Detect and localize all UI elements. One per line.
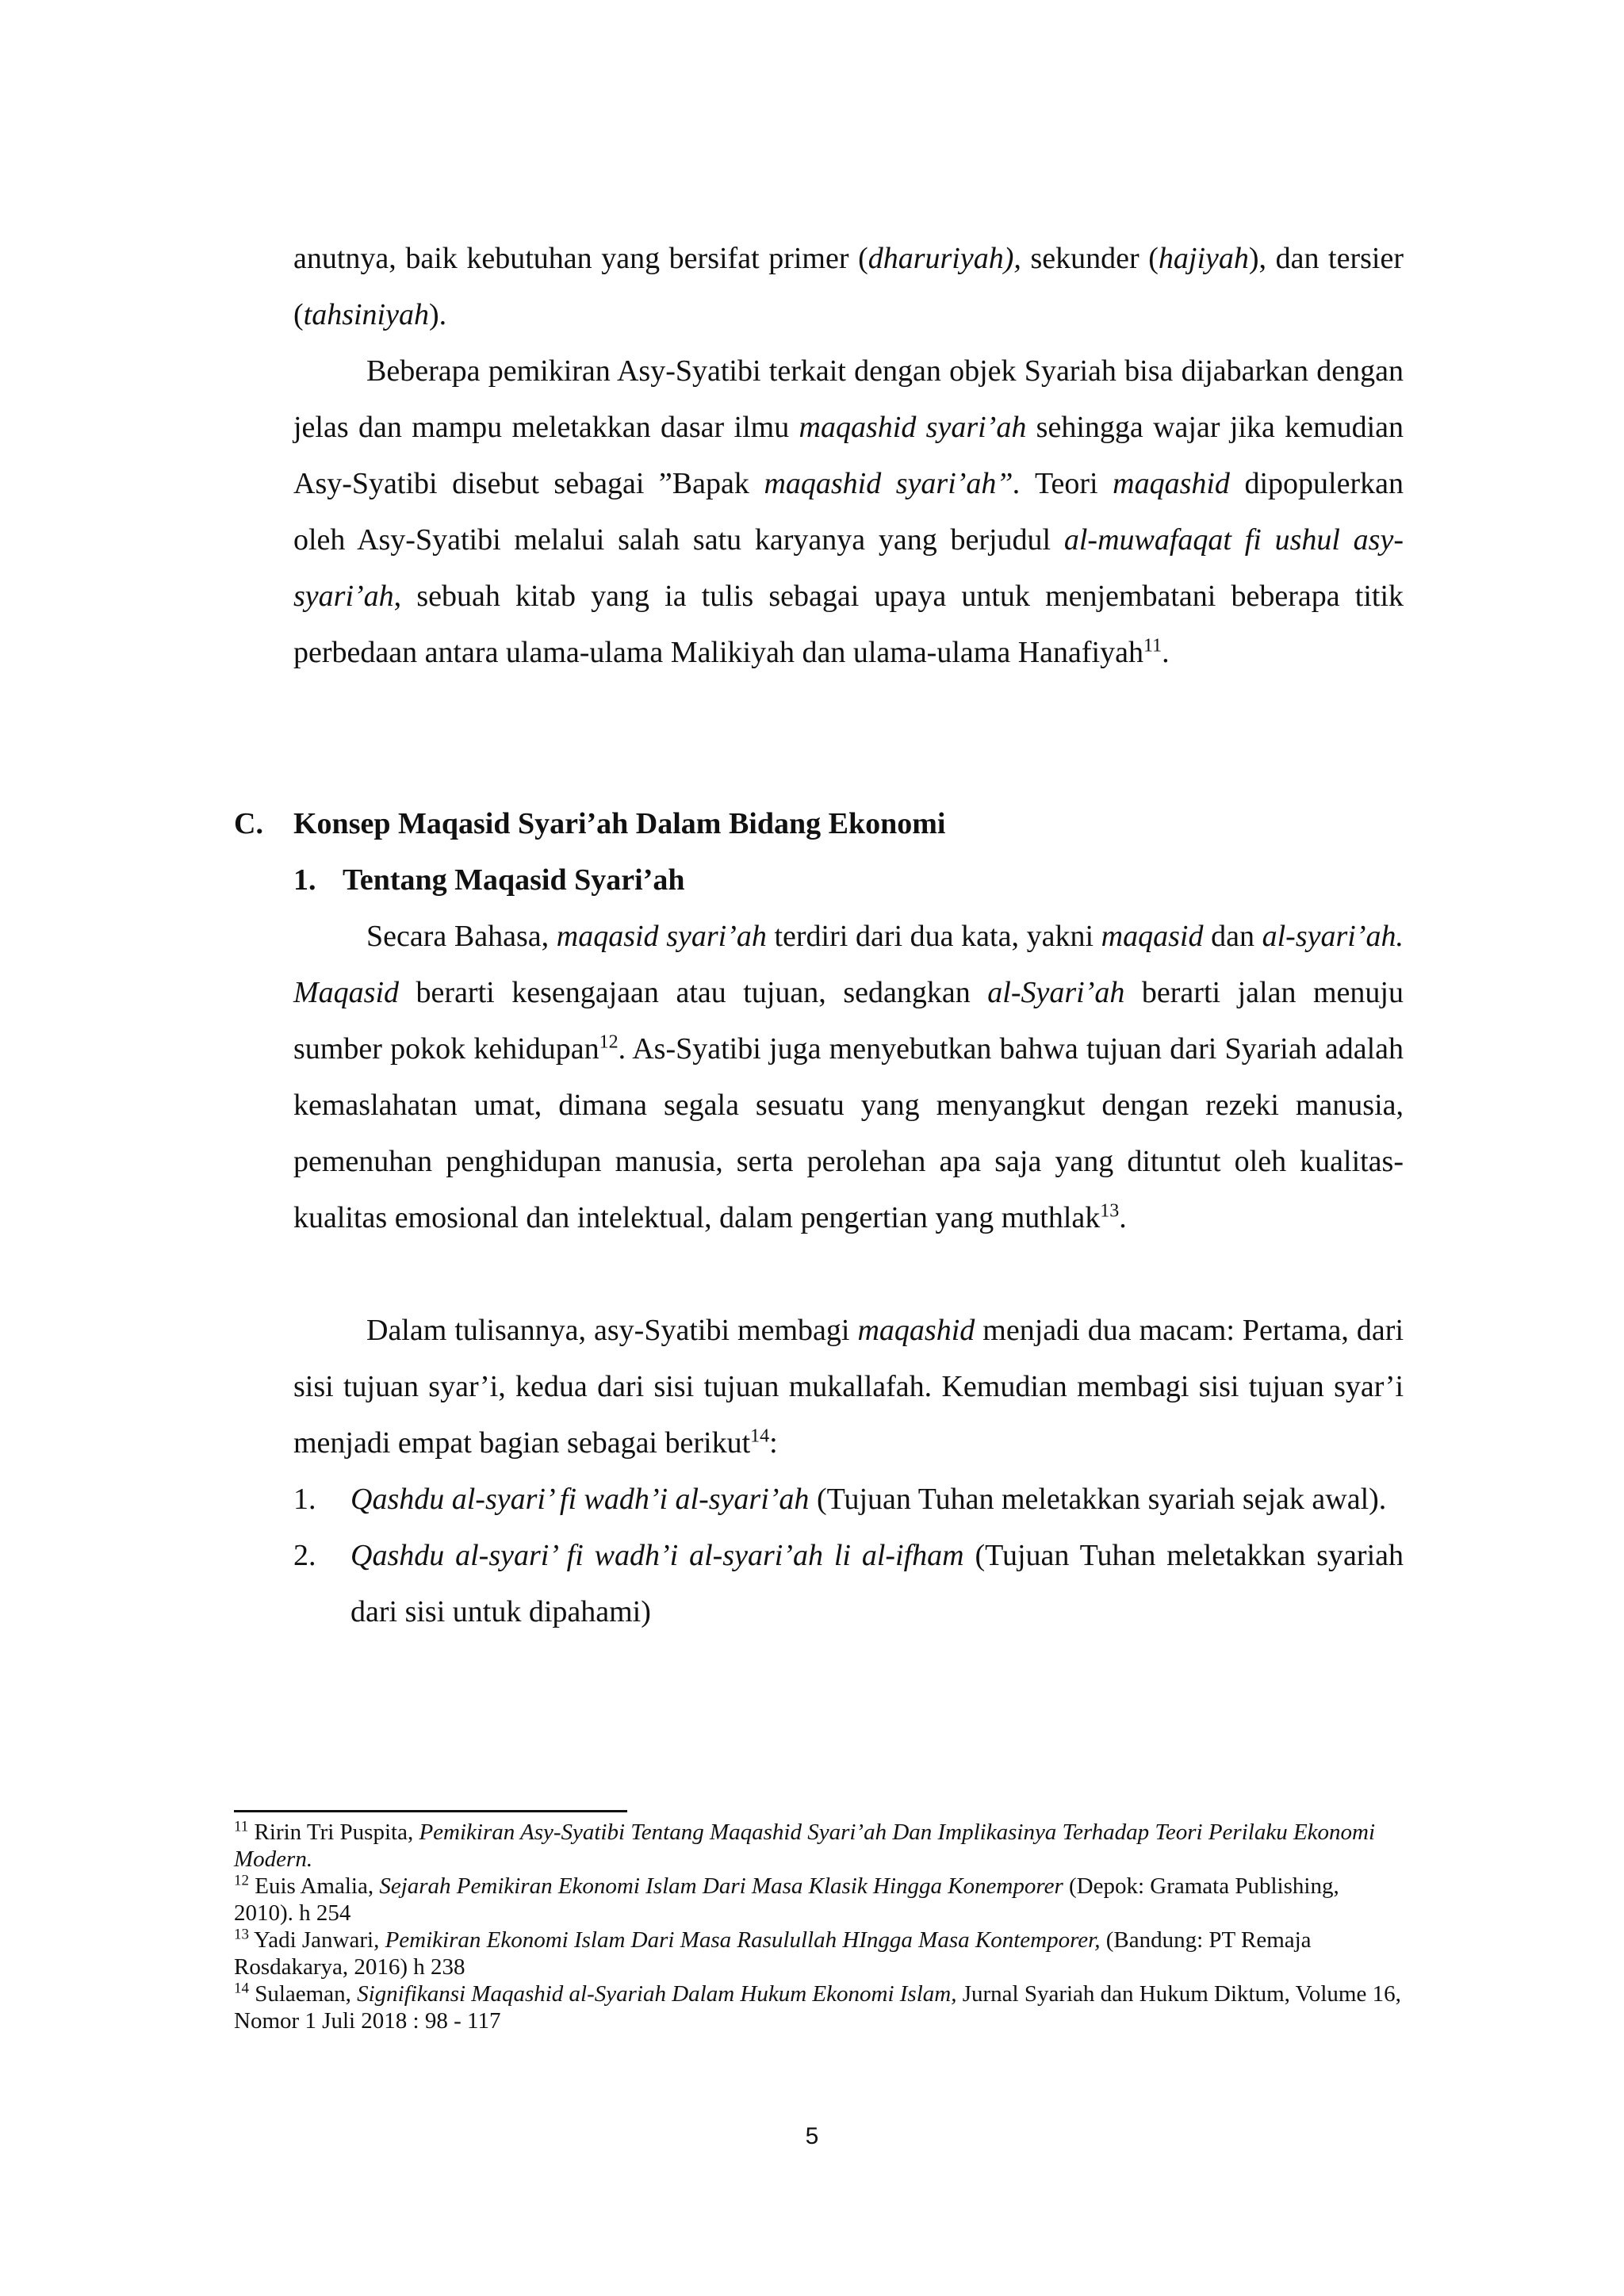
footnote-ref-11: 11	[1143, 635, 1162, 656]
footnote-separator	[234, 1810, 627, 1812]
footnote-ref-12: 12	[599, 1031, 619, 1053]
footnote-ref-13: 13	[1100, 1200, 1120, 1222]
numbered-list	[293, 1471, 1404, 1640]
intro-paragraph	[293, 231, 1404, 343]
paragraph-dalam-tulisannya: Dalam tulisannya, asy-Syatibi membagi maqashid menjadi dua macam: Pertama, dari sisi tujuan syar’i, kedua dari sisi tujuan mukallafah. Kemudian membagi sisi tujuan syar’i menjadi empat bagian sebagai berikut$^{14}$:	[293, 1314, 1404, 1460]
footnote-13: $^{13}$ Yadi Janwari, Pemikiran Ekonomi Islam Dari Masa Rasulullah HIngga Masa Kontemporer, (Bandung: PT Remaja Rosdakarya, 2016) h 238	[234, 1926, 1312, 1980]
page-number: 5	[805, 2123, 819, 2149]
footnote-11: $^{11}$ Ririn Tri Puspita, Pemikiran Asy-Syatibi Tentang Maqashid Syari’ah Dan Implikasinya Terhadap Teori Perilaku Ekonomi Modern.	[234, 1818, 1376, 1872]
footnotes	[234, 1819, 1404, 2034]
section-heading-c: C. Konsep Maqasid Syari’ah Dalam Bidang Ekonomi	[234, 807, 946, 840]
subsection-heading-1: 1. Tentang Maqasid Syari’ah	[293, 863, 685, 897]
footnote-ref-14: 14	[750, 1425, 770, 1447]
intro-text: anutnya, baik kebutuhan yang bersifat primer (dharuriyah), sekunder (hajiyah), dan tersier (tahsiniyah).	[293, 242, 1404, 331]
list-item: 2. Qashdu al-syari’ fi wadh’i al-syari’ah li al-ifham (Tujuan Tuhan meletakkan syariah dari sisi untuk dipahami)	[293, 1539, 1404, 1628]
footnote-14: $^{14}$ Sulaeman, Signifikansi Maqashid al-Syariah Dalam Hukum Ekonomi Islam, Jurnal Syariah dan Hukum Diktum, Volume 16, Nomor 1 Juli 2018 : 98 - 117	[234, 1980, 1401, 2034]
paragraph-secara-bahasa: Secara Bahasa, maqasid syari’ah terdiri dari dua kata, yakni maqasid dan al-syari’ah. Maqasid berarti kesengajaan atau tujuan, sedangkan al-Syari’ah berarti jalan menuju sumber pokok kehidupan$^{12}$. As-Syatibi juga menyebutkan bahwa tujuan dari Syariah adalah kemaslahatan umat, dimana segala sesuatu yang menyangkut dengan rezeki manusia, pemenuhan penghidupan manusia, serta perolehan apa saja yang dituntut oleh kualitas-kualitas emosional dan intelektual, dalam pengertian yang muthlak$^{13}$.	[293, 920, 1404, 1234]
footnote-12: $^{12}$ Euis Amalia, Sejarah Pemikiran Ekonomi Islam Dari Masa Klasik Hingga Konemporer (Depok: Gramata Publishing, 2010). h 254	[234, 1872, 1339, 1926]
list-item: 1. Qashdu al-syari’ fi wadh’i al-syari’ah (Tujuan Tuhan meletakkan syariah sejak awal).	[293, 1483, 1387, 1516]
paragraph-asy-syatibi: Beberapa pemikiran Asy-Syatibi terkait dengan objek Syariah bisa dijabarkan dengan jelas dan mampu meletakkan dasar ilmu maqashid syari’ah sehingga wajar jika kemudian Asy-Syatibi disebut sebagai ”Bapak maqashid syari’ah”. Teori maqashid dipopulerkan oleh Asy-Syatibi melalui salah satu karyanya yang berjudul al-muwafaqat fi ushul asy-syari’ah, sebuah kitab yang ia tulis sebagai upaya untuk menjembatani beberapa titik perbedaan antara ulama-ulama Malikiyah dan ulama-ulama Hanafiyah$^{11}$.	[293, 354, 1404, 669]
